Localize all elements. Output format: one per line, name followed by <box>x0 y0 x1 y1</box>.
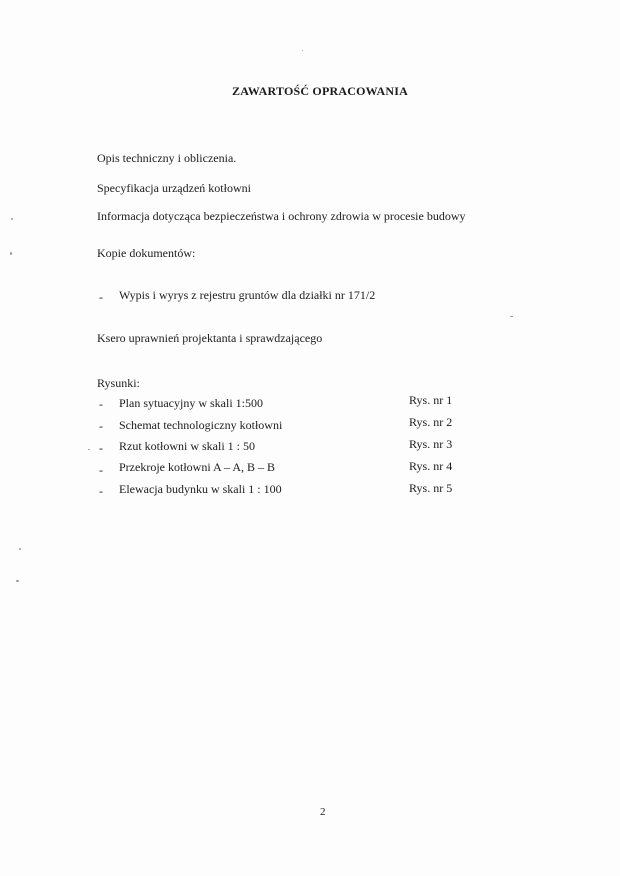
kopie-heading: Kopie dokumentów: <box>97 246 196 260</box>
rysunek-bullet: - <box>99 441 103 455</box>
kopie-entry: Wypis i wyrys z rejestru gruntów dla działki nr 171/2 <box>119 288 376 302</box>
scan-speck <box>302 50 303 51</box>
rysunek-ref: Rys. nr 2 <box>409 415 453 429</box>
page-number: 2 <box>320 806 326 818</box>
rysunek-label: Rzut kotłowni w skali 1 : 50 <box>119 439 255 453</box>
scan-speck <box>510 316 513 317</box>
item-specyfikacja: Specyfikacja urządzeń kotłowni <box>97 181 251 195</box>
rysunek-bullet: - <box>99 484 103 498</box>
rysunek-label: Plan sytuacyjny w skali 1:500 <box>119 396 263 410</box>
rysunek-label: Elewacja budynku w skali 1 : 100 <box>119 482 282 496</box>
document-title: ZAWARTOŚĆ OPRACOWANIA <box>232 84 408 98</box>
rysunki-heading: Rysunki: <box>97 376 140 390</box>
rysunek-bullet: - <box>99 419 103 433</box>
rysunek-bullet: - <box>99 463 103 477</box>
scan-speck <box>88 449 90 450</box>
rysunek-ref: Rys. nr 4 <box>409 459 453 473</box>
rysunek-label: Schemat technologiczny kotłowni <box>119 418 283 432</box>
item-informacja-bioz: Informacja dotycząca bezpieczeństwa i ochrony zdrowia w procesie budowy <box>97 209 466 223</box>
rysunek-label: Przekroje kotłowni A – A, B – B <box>119 460 275 474</box>
rysunek-bullet: - <box>99 397 103 411</box>
rysunek-ref: Rys. nr 1 <box>409 393 453 407</box>
scan-speck <box>16 580 19 582</box>
item-opis-techniczny: Opis techniczny i obliczenia. <box>97 151 237 165</box>
kopie-bullet: - <box>99 290 103 304</box>
rysunek-ref: Rys. nr 3 <box>409 437 453 451</box>
scan-speck <box>19 548 21 550</box>
rysunek-ref: Rys. nr 5 <box>409 481 453 495</box>
ksero-item: Ksero uprawnień projektanta i sprawdzającego <box>97 331 323 345</box>
scan-speck <box>10 252 12 255</box>
scan-speck <box>11 218 13 220</box>
